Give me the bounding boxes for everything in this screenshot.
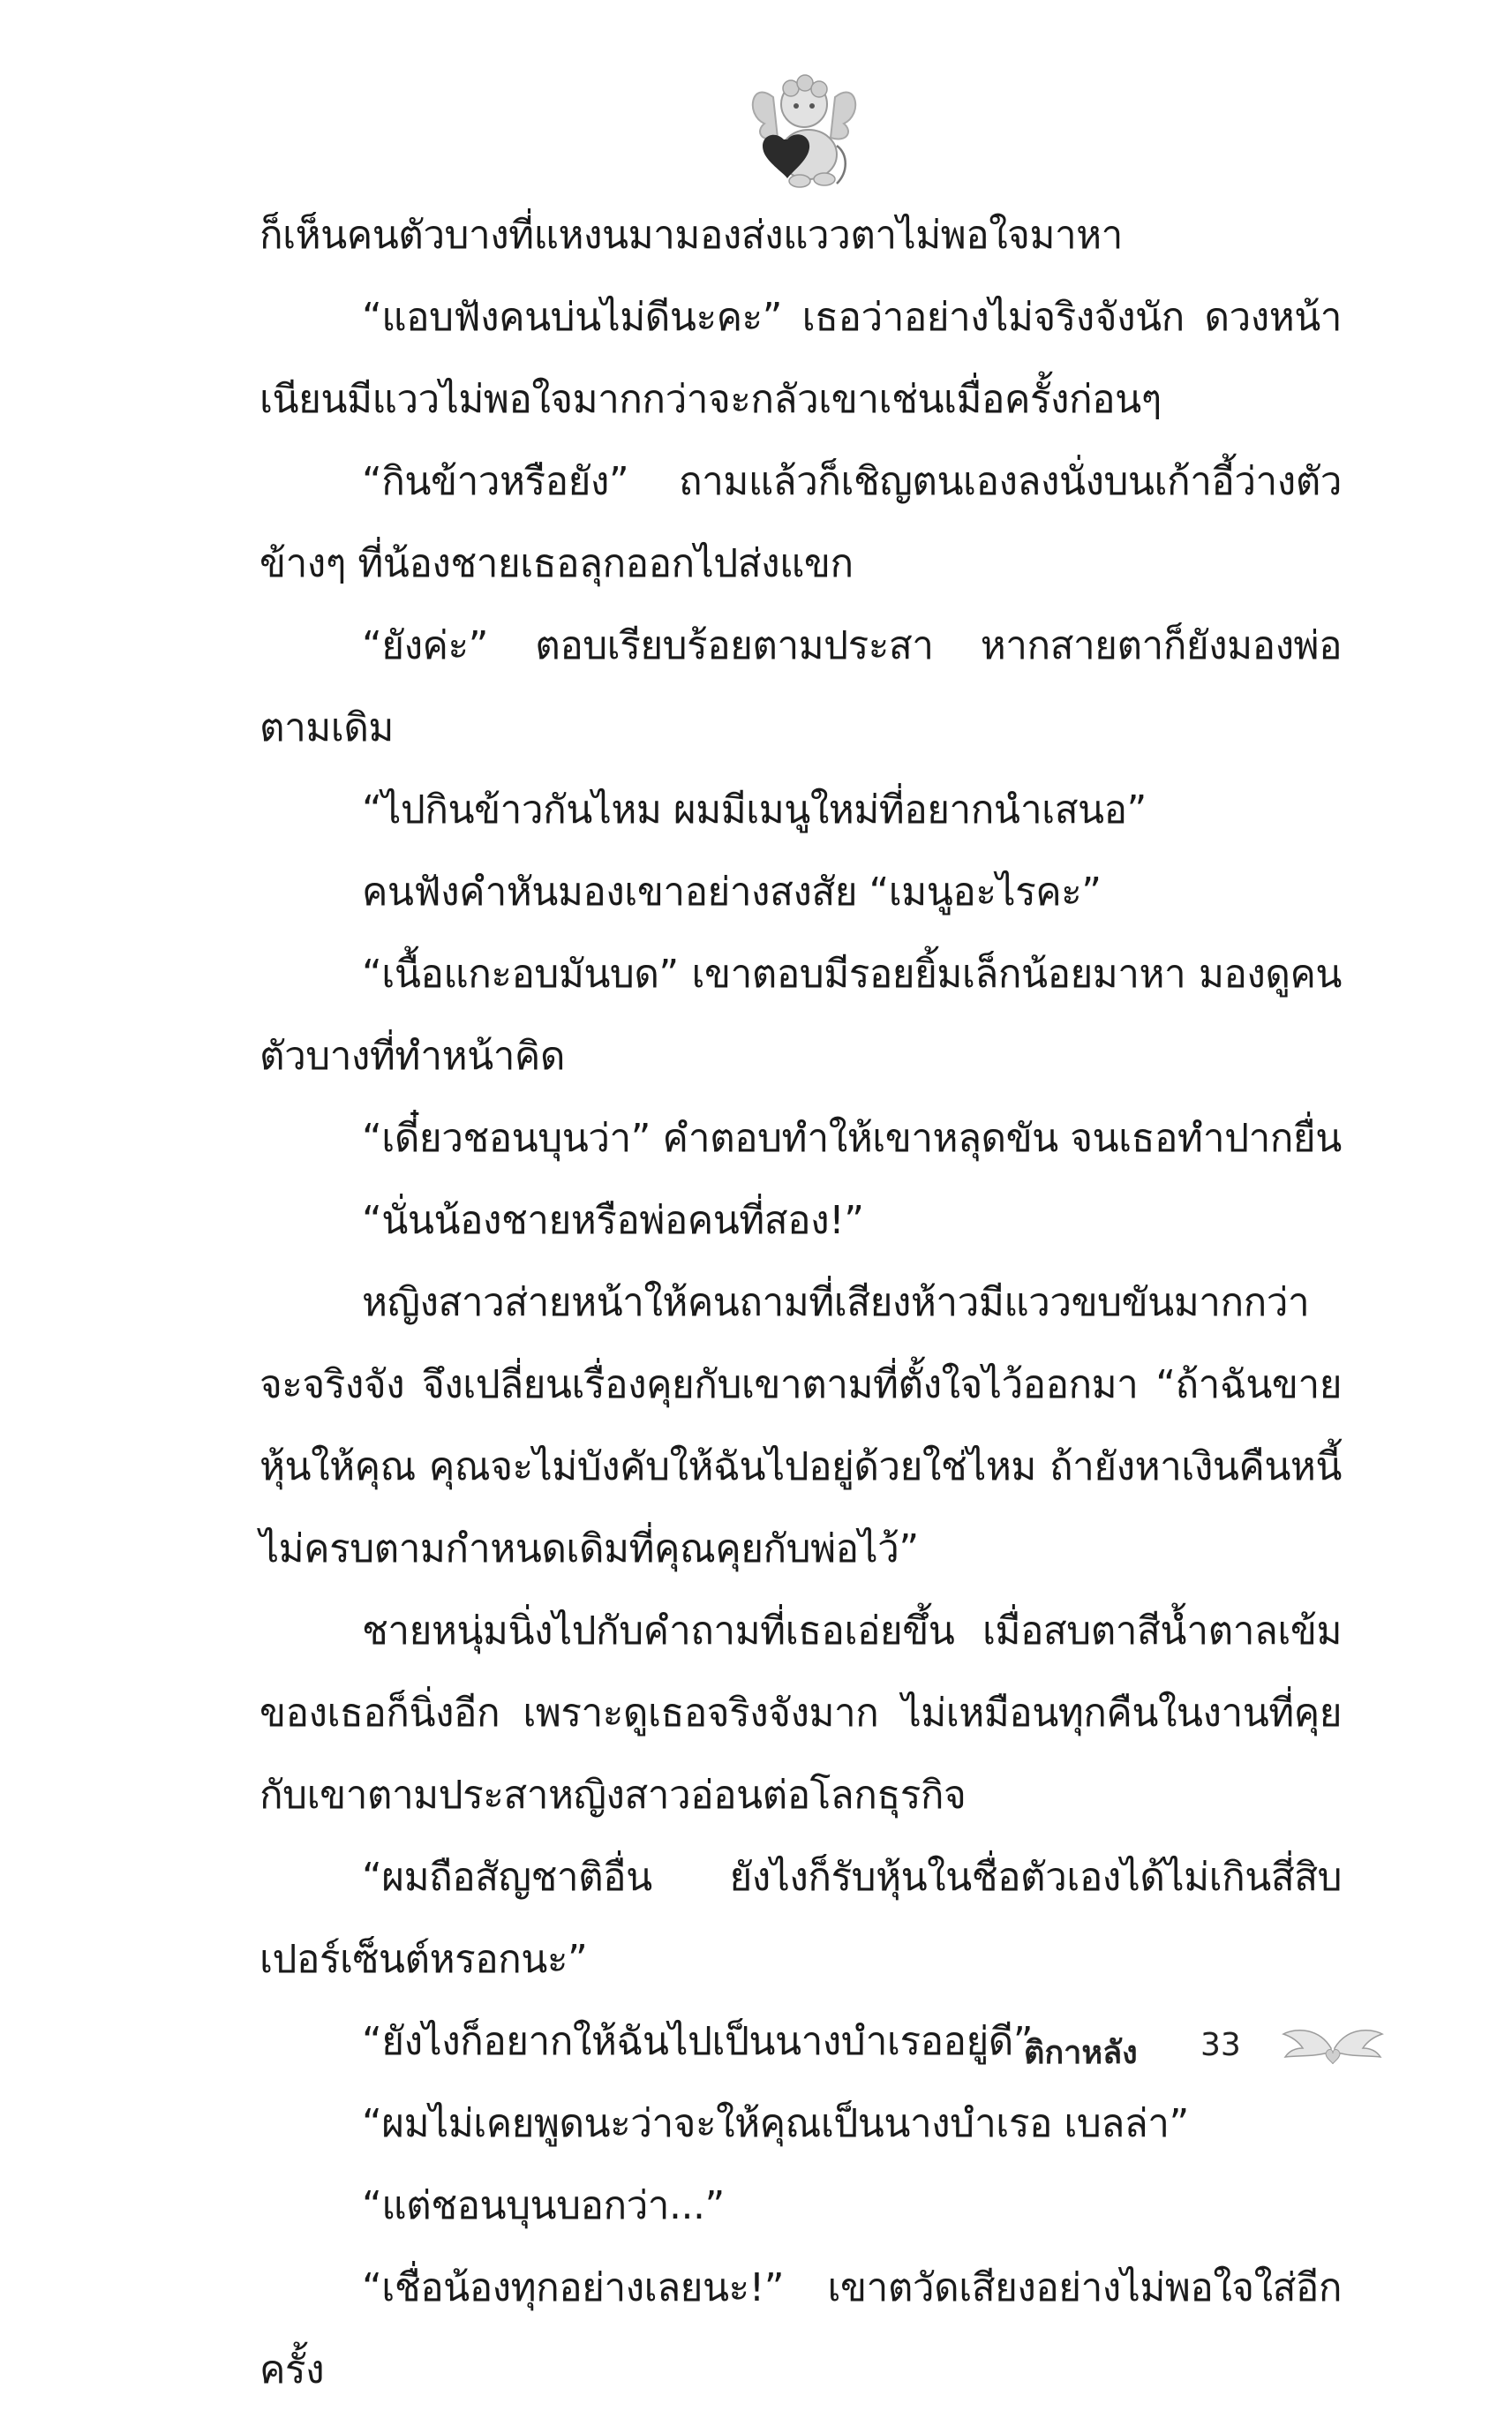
- paragraph: “แต่ชอนบุนบอกว่า...”: [362, 2183, 725, 2228]
- paragraph: “ยังไงก็อยากให้ฉันไปเป็นนางบำเรออยู่ดี”: [362, 2019, 1034, 2064]
- paragraph: “ยังค่ะ” ตอบเรียบร้อยตามประสา หากสายตาก็ยังมองพ่อตามเดิม: [260, 623, 1342, 750]
- paragraph: คนฟังคำหันมองเขาอย่างสงสัย “เมนูอะไรคะ”: [362, 870, 1102, 915]
- page-number: 33: [1200, 2027, 1241, 2063]
- book-title: ติกาหลัง: [1024, 2035, 1138, 2071]
- paragraph: “เดี๋ยวชอนบุนว่า” คำตอบทำให้เขาหลุดขัน จนเธอทำปากยื่น: [362, 1116, 1342, 1161]
- paragraph: “ผมถือสัญชาติอื่น ยังไงก็รับหุ้นในชื่อตัวเองได้ไม่เกินสี่สิบเปอร์เซ็นต์หรอกนะ”: [260, 1855, 1342, 1982]
- paragraph: ก็เห็นคนตัวบางที่แหงนมามองส่งแววตาไม่พอใจมาหา: [260, 213, 1123, 258]
- paragraph: “กินข้าวหรือยัง” ถามแล้วก็เชิญตนเองลงนั่งบนเก้าอี้ว่างตัวข้างๆ ที่น้องชายเธอลุกออกไปส่งแขก: [260, 459, 1342, 586]
- paragraph: “ผมไม่เคยพูดนะว่าจะให้คุณเป็นนางบำเรอ เบลล่า”: [362, 2101, 1189, 2146]
- paragraph: “นั่นน้องชายหรือพ่อคนที่สอง!”: [362, 1198, 864, 1243]
- cupid-with-heart-icon: [738, 62, 870, 194]
- paragraph: “ไปกินข้าวกันไหม ผมมีเมนูใหม่ที่อยากนำเสนอ”: [362, 787, 1147, 833]
- paragraph: หญิงสาวส่ายหน้าให้คนถามที่เสียงห้าวมีแววขบขันมากกว่าจะจริงจัง จึงเปลี่ยนเรื่องคุยกับเขาตามที่ตั้งใจไว้ออกมา “ถ้าฉันขายหุ้นให้คุณ คุณจะไม่บังคับให้ฉันไปอยู่ด้วยใช่ไหม ถ้ายังหาเงินคืนหนี้ไม่ครบตามกำหนดเดิมที่คุณคุยกับพ่อไว้”: [260, 1280, 1342, 1571]
- paragraph: “แอบฟังคนบ่นไม่ดีนะคะ” เธอว่าอย่างไม่จริงจังนัก ดวงหน้าเนียนมีแววไม่พอใจมากกว่าจะกลัวเขาเช่นเมื่อครั้งก่อนๆ: [260, 295, 1342, 422]
- paragraph: “เนื้อแกะอบมันบด” เขาตอบมีรอยยิ้มเล็กน้อยมาหา มองดูคนตัวบางที่ทำหน้าคิด: [260, 952, 1342, 1079]
- paragraph: “เชื่อน้องทุกอย่างเลยนะ!” เขาตวัดเสียงอย่างไม่พอใจใส่อีกครั้ง: [260, 2265, 1342, 2392]
- paragraph: ชายหนุ่มนิ่งไปกับคำถามที่เธอเอ่ยขึ้น เมื่อสบตาสีน้ำตาลเข้มของเธอก็นิ่งอีก เพราะดูเธอจริงจังมาก ไม่เหมือนทุกคืนในงานที่คุยกับเขาตามประสาหญิงสาวอ่อนต่อโลกธุรกิจ: [260, 1609, 1342, 1818]
- page-footer: [1024, 2013, 1395, 2083]
- angel-wings-icon: [1280, 2022, 1386, 2070]
